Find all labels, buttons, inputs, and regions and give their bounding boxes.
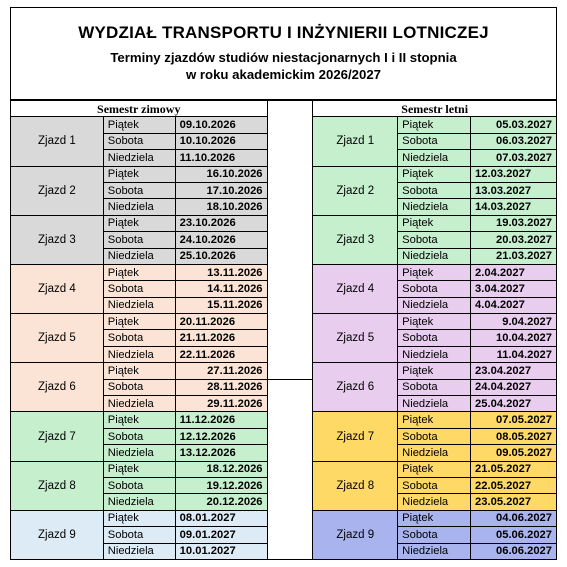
winter-day-name: Niedziela: [103, 297, 175, 313]
header-box: [10, 7, 557, 100]
table-row: [11, 215, 557, 231]
winter-date: 10.10.2026: [175, 133, 267, 149]
summer-day-name: Piątek: [398, 215, 471, 231]
winter-date: 17.10.2026: [175, 182, 267, 198]
winter-date: 19.12.2026: [175, 477, 267, 493]
table-row: [11, 461, 557, 477]
column-gap: [267, 166, 313, 182]
winter-date: 16.10.2026: [175, 166, 267, 182]
summer-date: 11.04.2027: [471, 346, 557, 362]
column-gap: [267, 232, 313, 248]
winter-date: 18.12.2026: [175, 461, 267, 477]
summer-day-name: Niedziela: [398, 248, 471, 264]
winter-date: 09.10.2026: [175, 117, 267, 133]
summer-day-name: Niedziela: [398, 297, 471, 313]
column-gap: [267, 248, 313, 264]
summer-day-name: Niedziela: [398, 150, 471, 166]
summer-day-name: Sobota: [398, 182, 471, 198]
summer-date: 22.05.2027: [471, 477, 557, 493]
summer-day-name: Niedziela: [398, 543, 471, 559]
table-row: [11, 510, 557, 526]
summer-day-name: Sobota: [398, 281, 471, 297]
summer-day-name: Piątek: [398, 117, 471, 133]
winter-date: 21.11.2026: [175, 330, 267, 346]
schedule-table: [10, 100, 557, 560]
summer-day-name: Sobota: [398, 133, 471, 149]
winter-date: 14.11.2026: [175, 281, 267, 297]
winter-date: 15.11.2026: [175, 297, 267, 313]
summer-date: 20.03.2027: [471, 232, 557, 248]
winter-zjazd-name: Zjazd 7: [11, 412, 104, 461]
schedule-body: [11, 101, 557, 560]
summer-date: 09.05.2027: [471, 445, 557, 461]
summer-zjazd-name: Zjazd 1: [313, 117, 398, 166]
summer-date: 21.05.2027: [471, 461, 557, 477]
summer-day-name: Sobota: [398, 477, 471, 493]
winter-date: 24.10.2026: [175, 232, 267, 248]
winter-day-name: Piątek: [103, 363, 175, 379]
column-gap: [267, 445, 313, 461]
winter-day-name: Sobota: [103, 527, 175, 543]
column-gap: [267, 412, 313, 428]
summer-day-name: Piątek: [398, 166, 471, 182]
summer-date: 06.06.2027: [471, 543, 557, 559]
summer-day-name: Piątek: [398, 510, 471, 526]
winter-day-name: Piątek: [103, 412, 175, 428]
summer-day-name: Sobota: [398, 232, 471, 248]
winter-date: 11.12.2026: [175, 412, 267, 428]
summer-semester-header: Semestr letni: [313, 101, 557, 117]
summer-date: 10.04.2027: [471, 330, 557, 346]
winter-date: 22.11.2026: [175, 346, 267, 362]
winter-date: 27.11.2026: [175, 363, 267, 379]
winter-day-name: Piątek: [103, 264, 175, 280]
summer-date: 08.05.2027: [471, 428, 557, 444]
column-gap: [267, 297, 313, 313]
winter-zjazd-name: Zjazd 8: [11, 461, 104, 510]
summer-date: 3.04.2027: [471, 281, 557, 297]
column-gap: [267, 150, 313, 166]
summer-date: 25.04.2027: [471, 396, 557, 412]
summer-date: 21.03.2027: [471, 248, 557, 264]
winter-day-name: Niedziela: [103, 346, 175, 362]
winter-zjazd-name: Zjazd 4: [11, 264, 104, 313]
summer-day-name: Niedziela: [398, 346, 471, 362]
winter-date: 11.10.2026: [175, 150, 267, 166]
winter-date: 08.01.2027: [175, 510, 267, 526]
winter-date: 20.11.2026: [175, 314, 267, 330]
summer-day-name: Niedziela: [398, 494, 471, 510]
winter-day-name: Sobota: [103, 133, 175, 149]
winter-day-name: Niedziela: [103, 396, 175, 412]
summer-date: 07.05.2027: [471, 412, 557, 428]
winter-day-name: Sobota: [103, 477, 175, 493]
table-row: [11, 363, 557, 379]
table-row: [11, 264, 557, 280]
winter-date: 13.11.2026: [175, 264, 267, 280]
summer-day-name: Sobota: [398, 428, 471, 444]
winter-day-name: Niedziela: [103, 248, 175, 264]
summer-date: 13.03.2027: [471, 182, 557, 198]
column-gap: [267, 264, 313, 280]
subtitle-line-2: w roku akademickim 2026/2027: [185, 67, 381, 82]
summer-date: 05.03.2027: [471, 117, 557, 133]
winter-date: 13.12.2026: [175, 445, 267, 461]
winter-date: 10.01.2027: [175, 543, 267, 559]
column-gap: [267, 215, 313, 231]
schedule-page: [10, 7, 557, 560]
summer-zjazd-name: Zjazd 4: [313, 264, 398, 313]
page-title: WYDZIAŁ TRANSPORTU I INŻYNIERII LOTNICZEJ: [78, 23, 489, 42]
column-gap: [267, 101, 313, 117]
table-row: [11, 166, 557, 182]
winter-day-name: Piątek: [103, 510, 175, 526]
winter-date: 20.12.2026: [175, 494, 267, 510]
winter-day-name: Sobota: [103, 281, 175, 297]
winter-day-name: Piątek: [103, 314, 175, 330]
column-gap: [267, 396, 313, 412]
column-gap: [267, 477, 313, 493]
summer-date: 19.03.2027: [471, 215, 557, 231]
table-row: [11, 412, 557, 428]
summer-date: 24.04.2027: [471, 379, 557, 395]
winter-zjazd-name: Zjazd 2: [11, 166, 104, 215]
summer-day-name: Piątek: [398, 264, 471, 280]
winter-zjazd-name: Zjazd 3: [11, 215, 104, 264]
winter-date: 29.11.2026: [175, 396, 267, 412]
summer-date: 06.03.2027: [471, 133, 557, 149]
column-gap: [267, 199, 313, 215]
summer-day-name: Piątek: [398, 363, 471, 379]
winter-day-name: Niedziela: [103, 494, 175, 510]
summer-date: 2.04.2027: [471, 264, 557, 280]
summer-day-name: Sobota: [398, 330, 471, 346]
winter-zjazd-name: Zjazd 1: [11, 117, 104, 166]
column-gap: [267, 281, 313, 297]
winter-day-name: Sobota: [103, 182, 175, 198]
winter-day-name: Piątek: [103, 166, 175, 182]
summer-date: 4.04.2027: [471, 297, 557, 313]
summer-date: 07.03.2027: [471, 150, 557, 166]
summer-zjazd-name: Zjazd 5: [313, 314, 398, 363]
winter-zjazd-name: Zjazd 9: [11, 510, 104, 559]
winter-day-name: Sobota: [103, 330, 175, 346]
summer-date: 12.03.2027: [471, 166, 557, 182]
summer-zjazd-name: Zjazd 6: [313, 363, 398, 412]
summer-zjazd-name: Zjazd 2: [313, 166, 398, 215]
winter-day-name: Piątek: [103, 215, 175, 231]
winter-date: 25.10.2026: [175, 248, 267, 264]
winter-zjazd-name: Zjazd 5: [11, 314, 104, 363]
winter-date: 28.11.2026: [175, 379, 267, 395]
summer-date: 9.04.2027: [471, 314, 557, 330]
winter-day-name: Niedziela: [103, 543, 175, 559]
column-gap: [267, 428, 313, 444]
summer-day-name: Niedziela: [398, 445, 471, 461]
summer-date: 04.06.2027: [471, 510, 557, 526]
winter-day-name: Sobota: [103, 428, 175, 444]
table-row: [11, 117, 557, 133]
column-gap: [267, 379, 313, 395]
table-row: [11, 314, 557, 330]
subtitle-line-1: Terminy zjazdów studiów niestacjonarnych I i II stopnia: [110, 50, 457, 65]
column-gap: [267, 346, 313, 362]
column-gap: [267, 543, 313, 559]
winter-date: 18.10.2026: [175, 199, 267, 215]
winter-day-name: Niedziela: [103, 199, 175, 215]
winter-date: 12.12.2026: [175, 428, 267, 444]
column-gap: [267, 510, 313, 526]
summer-zjazd-name: Zjazd 3: [313, 215, 398, 264]
column-gap: [267, 527, 313, 543]
winter-semester-header: Semestr zimowy: [11, 101, 268, 117]
semester-header-row: [11, 101, 557, 117]
winter-zjazd-name: Zjazd 6: [11, 363, 104, 412]
winter-day-name: Niedziela: [103, 445, 175, 461]
column-gap: [267, 461, 313, 477]
winter-day-name: Sobota: [103, 379, 175, 395]
winter-day-name: Piątek: [103, 117, 175, 133]
winter-date: 23.10.2026: [175, 215, 267, 231]
summer-day-name: Piątek: [398, 314, 471, 330]
winter-day-name: Piątek: [103, 461, 175, 477]
summer-date: 05.06.2027: [471, 527, 557, 543]
column-gap: [267, 117, 313, 133]
summer-zjazd-name: Zjazd 7: [313, 412, 398, 461]
summer-day-name: Niedziela: [398, 396, 471, 412]
winter-date: 09.01.2027: [175, 527, 267, 543]
column-gap: [267, 133, 313, 149]
summer-day-name: Piątek: [398, 461, 471, 477]
column-gap: [267, 330, 313, 346]
column-gap: [267, 314, 313, 330]
winter-day-name: Niedziela: [103, 150, 175, 166]
summer-date: 14.03.2027: [471, 199, 557, 215]
summer-day-name: Piątek: [398, 412, 471, 428]
summer-zjazd-name: Zjazd 8: [313, 461, 398, 510]
column-gap: [267, 494, 313, 510]
summer-date: 23.04.2027: [471, 363, 557, 379]
summer-date: 23.05.2027: [471, 494, 557, 510]
summer-day-name: Niedziela: [398, 199, 471, 215]
summer-day-name: Sobota: [398, 527, 471, 543]
column-gap: [267, 363, 313, 379]
summer-day-name: Sobota: [398, 379, 471, 395]
summer-zjazd-name: Zjazd 9: [313, 510, 398, 559]
column-gap: [267, 182, 313, 198]
winter-day-name: Sobota: [103, 232, 175, 248]
